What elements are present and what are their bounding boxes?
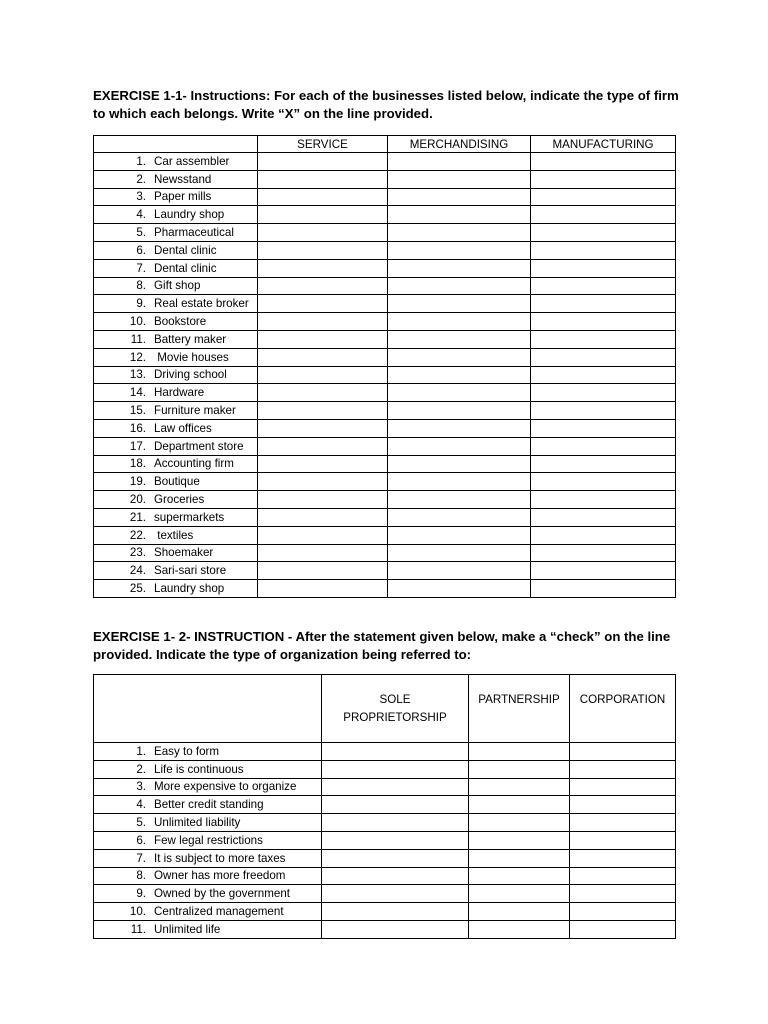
- item-number: 10.: [129, 315, 146, 329]
- answer-blank-cell[interactable]: [258, 313, 388, 331]
- answer-blank-cell[interactable]: [322, 903, 469, 921]
- item-label-cell: [94, 508, 258, 526]
- item-label: Better credit standing: [154, 798, 264, 812]
- answer-blank-cell[interactable]: [531, 277, 676, 295]
- answer-blank-cell[interactable]: [388, 491, 531, 509]
- answer-blank-cell[interactable]: [531, 153, 676, 171]
- header-sole-line2: PROPRIETORSHIP: [343, 710, 447, 724]
- item-label-cell: [94, 188, 258, 206]
- answer-blank-cell[interactable]: [258, 170, 388, 188]
- item-label-cell: [94, 224, 258, 242]
- answer-blank-cell[interactable]: [388, 419, 531, 437]
- answer-blank-cell[interactable]: [469, 743, 570, 761]
- item-number: 7.: [136, 851, 146, 865]
- answer-blank-cell[interactable]: [570, 760, 676, 778]
- answer-blank-cell[interactable]: [570, 796, 676, 814]
- item-label: Battery maker: [154, 332, 227, 346]
- exercise-1-heading: EXERCISE 1-1- Instructions: For each of the businesses listed below, indicate the type of firm to which each belongs. Write “X” on the line provided.: [93, 88, 679, 121]
- answer-blank-cell[interactable]: [388, 366, 531, 384]
- item-number: 11.: [130, 922, 146, 936]
- answer-blank-cell[interactable]: [388, 170, 531, 188]
- item-label: Department store: [154, 439, 244, 453]
- answer-blank-cell[interactable]: [570, 903, 676, 921]
- item-number: 3.: [136, 190, 146, 204]
- table-row: [94, 313, 676, 331]
- item-label: Unlimited life: [154, 922, 221, 936]
- header-blank: [94, 136, 258, 153]
- answer-blank-cell[interactable]: [388, 206, 531, 224]
- item-label: Laundry shop: [154, 582, 225, 596]
- item-number: 22.: [129, 528, 146, 542]
- answer-blank-cell[interactable]: [531, 241, 676, 259]
- item-number: 14.: [129, 386, 146, 400]
- item-label: Few legal restrictions: [154, 833, 263, 847]
- item-label: Owner has more freedom: [154, 869, 286, 883]
- item-number: 4.: [136, 208, 146, 222]
- item-number: 9.: [136, 297, 146, 311]
- item-label: Life is continuous: [154, 762, 244, 776]
- answer-blank-cell[interactable]: [258, 491, 388, 509]
- answer-blank-cell[interactable]: [388, 295, 531, 313]
- answer-blank-cell[interactable]: [258, 330, 388, 348]
- item-label-cell: [94, 170, 258, 188]
- item-number: 1.: [136, 744, 146, 758]
- item-number: 11.: [130, 332, 146, 346]
- answer-blank-cell[interactable]: [258, 384, 388, 402]
- item-label-cell: [94, 760, 322, 778]
- answer-blank-cell[interactable]: [531, 188, 676, 206]
- answer-blank-cell[interactable]: [469, 814, 570, 832]
- answer-blank-cell[interactable]: [258, 580, 388, 598]
- answer-blank-cell[interactable]: [531, 330, 676, 348]
- answer-blank-cell[interactable]: [388, 580, 531, 598]
- answer-blank-cell[interactable]: [322, 796, 469, 814]
- answer-blank-cell[interactable]: [469, 778, 570, 796]
- answer-blank-cell[interactable]: [531, 544, 676, 562]
- answer-blank-cell[interactable]: [388, 526, 531, 544]
- exercise-2-heading: EXERCISE 1- 2- INSTRUCTION - After the statement given below, make a “check” on the line provided. Indicate the type of organization being referred to:: [93, 629, 671, 662]
- answer-blank-cell[interactable]: [258, 455, 388, 473]
- answer-blank-cell[interactable]: [258, 348, 388, 366]
- item-label-cell: [94, 295, 258, 313]
- answer-blank-cell[interactable]: [388, 241, 531, 259]
- item-label-cell: [94, 277, 258, 295]
- answer-blank-cell[interactable]: [570, 778, 676, 796]
- answer-blank-cell[interactable]: [469, 920, 570, 938]
- answer-blank-cell[interactable]: [531, 170, 676, 188]
- item-label: Real estate broker: [154, 297, 249, 311]
- item-number: 17.: [129, 439, 146, 453]
- item-label: Unlimited liability: [154, 816, 241, 830]
- answer-blank-cell[interactable]: [388, 544, 531, 562]
- answer-blank-cell[interactable]: [322, 778, 469, 796]
- item-label: Boutique: [154, 475, 200, 489]
- table-row: [94, 419, 676, 437]
- item-number: 16.: [129, 421, 146, 435]
- item-number: 10.: [129, 905, 146, 919]
- item-label: Owned by the government: [154, 887, 290, 901]
- item-label: Easy to form: [154, 744, 220, 758]
- item-label: Furniture maker: [154, 404, 236, 418]
- table-row: [94, 544, 676, 562]
- item-label-cell: [94, 259, 258, 277]
- table-row: [94, 473, 676, 491]
- answer-blank-cell[interactable]: [258, 224, 388, 242]
- answer-blank-cell[interactable]: [322, 743, 469, 761]
- item-label-cell: [94, 437, 258, 455]
- exercise-1-table: [93, 135, 676, 598]
- answer-blank-cell[interactable]: [531, 508, 676, 526]
- answer-blank-cell[interactable]: [388, 188, 531, 206]
- item-number: 2.: [136, 762, 146, 776]
- item-label-cell: [94, 885, 322, 903]
- table-row: [94, 885, 676, 903]
- item-number: 19.: [129, 475, 146, 489]
- item-label: Bookstore: [154, 315, 207, 329]
- item-number: 15.: [129, 404, 146, 418]
- item-label-cell: [94, 384, 258, 402]
- answer-blank-cell[interactable]: [469, 849, 570, 867]
- item-number: 3.: [136, 780, 146, 794]
- item-number: 2.: [136, 172, 146, 186]
- answer-blank-cell[interactable]: [531, 491, 676, 509]
- table-row: [94, 277, 676, 295]
- table-row: [94, 831, 676, 849]
- item-label-cell: [94, 330, 258, 348]
- answer-blank-cell[interactable]: [258, 295, 388, 313]
- answer-blank-cell[interactable]: [258, 366, 388, 384]
- answer-blank-cell[interactable]: [469, 867, 570, 885]
- item-label-cell: [94, 796, 322, 814]
- item-label-cell: [94, 920, 322, 938]
- answer-blank-cell[interactable]: [258, 562, 388, 580]
- item-label-cell: [94, 526, 258, 544]
- item-label: Dental clinic: [154, 243, 217, 257]
- table-row: [94, 295, 676, 313]
- item-label: More expensive to organize: [154, 780, 297, 794]
- answer-blank-cell[interactable]: [322, 831, 469, 849]
- answer-blank-cell[interactable]: [258, 259, 388, 277]
- answer-blank-cell[interactable]: [388, 437, 531, 455]
- table-row: [94, 348, 676, 366]
- answer-blank-cell[interactable]: [388, 455, 531, 473]
- answer-blank-cell[interactable]: [388, 508, 531, 526]
- answer-blank-cell[interactable]: [531, 259, 676, 277]
- answer-blank-cell[interactable]: [258, 153, 388, 171]
- answer-blank-cell[interactable]: [388, 277, 531, 295]
- answer-blank-cell[interactable]: [531, 437, 676, 455]
- item-label: Law offices: [154, 421, 212, 435]
- item-label: Newsstand: [154, 172, 212, 186]
- answer-blank-cell[interactable]: [322, 814, 469, 832]
- header-sole-proprietorship: [322, 675, 469, 743]
- answer-blank-cell[interactable]: [258, 402, 388, 420]
- answer-blank-cell[interactable]: [322, 920, 469, 938]
- answer-blank-cell[interactable]: [388, 153, 531, 171]
- answer-blank-cell[interactable]: [531, 580, 676, 598]
- answer-blank-cell[interactable]: [469, 760, 570, 778]
- answer-blank-cell[interactable]: [469, 903, 570, 921]
- answer-blank-cell[interactable]: [570, 849, 676, 867]
- table-row: [94, 743, 676, 761]
- header-corporation: CORPORATION: [570, 675, 676, 743]
- table-row: [94, 224, 676, 242]
- answer-blank-cell[interactable]: [570, 743, 676, 761]
- item-number: 8.: [136, 869, 146, 883]
- table-row: [94, 153, 676, 171]
- answer-blank-cell[interactable]: [388, 259, 531, 277]
- item-label-cell: [94, 313, 258, 331]
- item-label: Shoemaker: [154, 546, 214, 560]
- table-row: [94, 366, 676, 384]
- table-row: [94, 384, 676, 402]
- item-label: Movie houses: [154, 350, 229, 364]
- table-row: [94, 580, 676, 598]
- answer-blank-cell[interactable]: [531, 366, 676, 384]
- table-header-row: [94, 675, 676, 743]
- answer-blank-cell[interactable]: [570, 920, 676, 938]
- answer-blank-cell[interactable]: [531, 384, 676, 402]
- answer-blank-cell[interactable]: [322, 849, 469, 867]
- item-label-cell: [94, 831, 322, 849]
- item-number: 7.: [136, 261, 146, 275]
- answer-blank-cell[interactable]: [388, 224, 531, 242]
- table-row: [94, 760, 676, 778]
- item-number: 20.: [129, 493, 146, 507]
- item-label: Pharmaceutical: [154, 226, 234, 240]
- item-number: 24.: [129, 564, 146, 578]
- item-label: It is subject to more taxes: [154, 851, 286, 865]
- item-label: Sari-sari store: [154, 564, 227, 578]
- item-label: Driving school: [154, 368, 227, 382]
- item-label: Dental clinic: [154, 261, 217, 275]
- answer-blank-cell[interactable]: [258, 277, 388, 295]
- table-row: [94, 849, 676, 867]
- item-label-cell: [94, 849, 322, 867]
- item-number: 12.: [129, 350, 146, 364]
- table-row: [94, 402, 676, 420]
- table-row: [94, 920, 676, 938]
- table-row: [94, 437, 676, 455]
- item-label: textiles: [154, 528, 194, 542]
- answer-blank-cell[interactable]: [570, 814, 676, 832]
- item-label: Hardware: [154, 386, 205, 400]
- header-manufacturing: MANUFACTURING: [531, 136, 676, 153]
- item-number: 5.: [136, 816, 146, 830]
- table-row: [94, 867, 676, 885]
- item-label: Accounting firm: [154, 457, 234, 471]
- answer-blank-cell[interactable]: [258, 508, 388, 526]
- answer-blank-cell[interactable]: [258, 241, 388, 259]
- answer-blank-cell[interactable]: [388, 473, 531, 491]
- table-row: [94, 562, 676, 580]
- table-row: [94, 778, 676, 796]
- table-row: [94, 241, 676, 259]
- answer-blank-cell[interactable]: [531, 348, 676, 366]
- header-blank: [94, 675, 322, 743]
- item-number: 8.: [136, 279, 146, 293]
- item-label: Gift shop: [154, 279, 201, 293]
- answer-blank-cell[interactable]: [531, 526, 676, 544]
- answer-blank-cell[interactable]: [258, 206, 388, 224]
- item-number: 5.: [136, 226, 146, 240]
- answer-blank-cell[interactable]: [469, 796, 570, 814]
- answer-blank-cell[interactable]: [322, 867, 469, 885]
- item-number: 13.: [129, 368, 146, 382]
- item-label: Laundry shop: [154, 208, 225, 222]
- answer-blank-cell[interactable]: [570, 885, 676, 903]
- header-partnership: PARTNERSHIP: [469, 675, 570, 743]
- item-number: 6.: [136, 833, 146, 847]
- table-row: [94, 170, 676, 188]
- table-header-row: [94, 136, 676, 153]
- item-number: 23.: [129, 546, 146, 560]
- item-label-cell: [94, 419, 258, 437]
- answer-blank-cell[interactable]: [322, 885, 469, 903]
- item-label-cell: [94, 491, 258, 509]
- answer-blank-cell[interactable]: [388, 330, 531, 348]
- item-number: 6.: [136, 243, 146, 257]
- answer-blank-cell[interactable]: [469, 885, 570, 903]
- answer-blank-cell[interactable]: [388, 313, 531, 331]
- item-label-cell: [94, 544, 258, 562]
- answer-blank-cell[interactable]: [531, 224, 676, 242]
- answer-blank-cell[interactable]: [258, 544, 388, 562]
- item-number: 21.: [129, 510, 146, 524]
- item-label-cell: [94, 402, 258, 420]
- item-number: 25.: [129, 582, 146, 596]
- header-sole-line1: SOLE: [379, 692, 411, 706]
- item-label-cell: [94, 562, 258, 580]
- header-merchandising: MERCHANDISING: [388, 136, 531, 153]
- item-label-cell: [94, 348, 258, 366]
- item-label-cell: [94, 743, 322, 761]
- answer-blank-cell[interactable]: [388, 562, 531, 580]
- item-number: 1.: [136, 154, 146, 168]
- table-row: [94, 206, 676, 224]
- answer-blank-cell[interactable]: [469, 831, 570, 849]
- answer-blank-cell[interactable]: [570, 867, 676, 885]
- answer-blank-cell[interactable]: [531, 455, 676, 473]
- table-row: [94, 188, 676, 206]
- answer-blank-cell[interactable]: [388, 348, 531, 366]
- item-label: Centralized management: [154, 905, 284, 919]
- table-row: [94, 796, 676, 814]
- answer-blank-cell[interactable]: [258, 437, 388, 455]
- item-label-cell: [94, 903, 322, 921]
- answer-blank-cell[interactable]: [531, 206, 676, 224]
- table-row: [94, 903, 676, 921]
- answer-blank-cell[interactable]: [531, 419, 676, 437]
- table-row: [94, 330, 676, 348]
- table-row: [94, 508, 676, 526]
- item-label-cell: [94, 778, 322, 796]
- answer-blank-cell[interactable]: [258, 419, 388, 437]
- item-label-cell: [94, 473, 258, 491]
- item-label: supermarkets: [154, 510, 225, 524]
- item-label-cell: [94, 366, 258, 384]
- table-row: [94, 491, 676, 509]
- answer-blank-cell[interactable]: [531, 473, 676, 491]
- answer-blank-cell[interactable]: [388, 402, 531, 420]
- answer-blank-cell[interactable]: [388, 384, 531, 402]
- answer-blank-cell[interactable]: [258, 473, 388, 491]
- item-label: Car assembler: [154, 154, 230, 168]
- table-row: [94, 259, 676, 277]
- answer-blank-cell[interactable]: [531, 562, 676, 580]
- item-number: 18.: [129, 457, 146, 471]
- answer-blank-cell[interactable]: [258, 188, 388, 206]
- exercise-2-table: [93, 674, 676, 939]
- item-label-cell: [94, 455, 258, 473]
- answer-blank-cell[interactable]: [258, 526, 388, 544]
- header-service: SERVICE: [258, 136, 388, 153]
- answer-blank-cell[interactable]: [570, 831, 676, 849]
- item-label: Paper mills: [154, 190, 212, 204]
- item-label-cell: [94, 206, 258, 224]
- table-row: [94, 455, 676, 473]
- answer-blank-cell[interactable]: [531, 313, 676, 331]
- item-label-cell: [94, 153, 258, 171]
- table-row: [94, 526, 676, 544]
- item-label-cell: [94, 580, 258, 598]
- item-number: 4.: [136, 798, 146, 812]
- answer-blank-cell[interactable]: [322, 760, 469, 778]
- item-label-cell: [94, 241, 258, 259]
- table-row: [94, 814, 676, 832]
- item-label-cell: [94, 867, 322, 885]
- item-label: Groceries: [154, 493, 205, 507]
- item-label-cell: [94, 814, 322, 832]
- item-number: 9.: [136, 887, 146, 901]
- answer-blank-cell[interactable]: [531, 402, 676, 420]
- answer-blank-cell[interactable]: [531, 295, 676, 313]
